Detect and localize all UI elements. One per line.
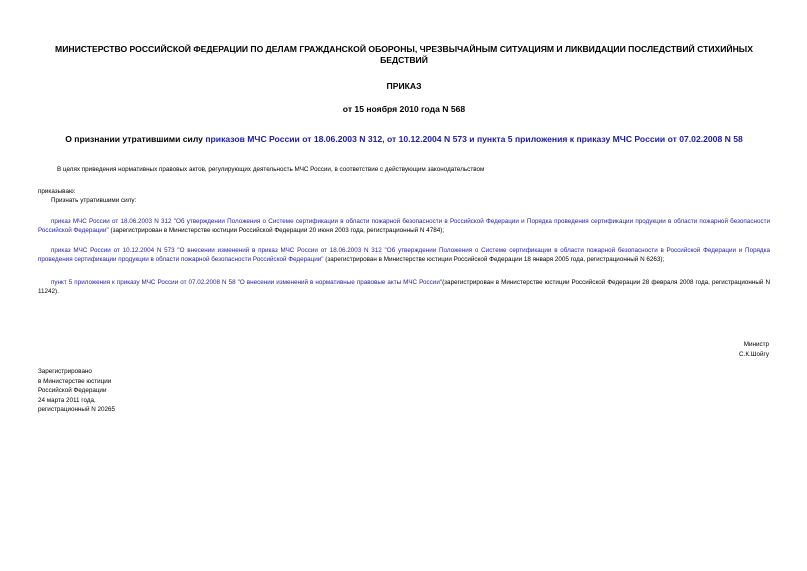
document-title-prefix: О признании утратившими силу [65, 134, 206, 144]
list-item-order-312 [38, 217, 770, 236]
preamble-text: В целях приведения нормативных правовых актов, регулирующих деятельность МЧС России, в соответствие с действующим законодательством [57, 166, 485, 173]
registration-line: регистрационный N 20265 [38, 406, 116, 413]
order-573-registration: (зарегистрирован в Министерстве юстиции Российской Федерации 18 января 2005 года, регистрационный N 6263); [323, 256, 665, 263]
order-date: от 15 ноября 2010 года N 568 [342, 104, 466, 114]
registration-block [38, 367, 115, 415]
list-item-order-58 [38, 278, 770, 297]
order-title: ПРИКАЗ [386, 81, 422, 91]
ministry-name-line1: МИНИСТЕРСТВО РОССИЙСКОЙ ФЕДЕРАЦИИ ПО ДЕЛАМ ГРАЖДАНСКОЙ ОБОРОНЫ, ЧРЕЗВЫЧАЙНЫМ СИТУАЦИЯМ И ЛИКВИДАЦИИ ПОСЛЕДСТВИЙ СТИХИЙНЫХ [55, 44, 753, 54]
prikazyvayu-text: приказываю: [38, 187, 76, 195]
order-573-link[interactable]: приказ МЧС России от 10.12.2004 N 573 "О внесении изменений в приказ МЧС России от 18.06.2003 N 312 "Об утверждении Положения о Системе сертификации в области пожарной безопасности в Российской Федерации и Порядка проведения сертификации продукции в области пожарной безопасности Российской Федерации" [38, 246, 770, 263]
recognize-text: Признать утратившими силу: [51, 197, 137, 204]
order-312-registration: (зарегистрирован в Министерстве юстиции Российской Федерации 20 июня 2003 года, регистрационный N 4784); [108, 227, 445, 234]
registration-line: Зарегистрировано [38, 368, 92, 375]
order-58-link[interactable]: пункт 5 приложения к приказу МЧС России от 07.02.2008 N 58 "О внесении изменений в нормативные правовые акты МЧС России" [51, 278, 443, 286]
signature-name: С.К.Шойгу [739, 350, 769, 358]
order-312-link[interactable]: приказ МЧС России от 18.06.2003 N 312 "Об утверждении Положения о Системе сертификации в области пожарной безопасности в Российской Федерации и Порядка проведения сертификации продукции в области пожарной безопасности Российской Федерации" [38, 217, 770, 234]
document-title-link[interactable]: приказов МЧС России от 18.06.2003 N 312, от 10.12.2004 N 573 и пункта 5 приложения к приказу МЧС России от 07.02.2008 N 58 [205, 134, 743, 144]
registration-line: 24 марта 2011 года, [38, 396, 96, 404]
registration-line: Российской Федерации [38, 387, 107, 394]
list-item-order-573 [38, 246, 770, 265]
order-58-registration: (зарегистрирован в Министерстве юстиции Российской Федерации 28 февраля 2008 года, регистрационный N 11242). [38, 278, 770, 295]
registration-line: в Министерстве юстиции [38, 377, 112, 385]
signature-block [739, 340, 769, 359]
document-page [38, 44, 770, 297]
signature-position: Министр [743, 341, 769, 348]
document-title [38, 134, 770, 144]
ministry-name-line2: БЕДСТВИЙ [380, 55, 428, 65]
